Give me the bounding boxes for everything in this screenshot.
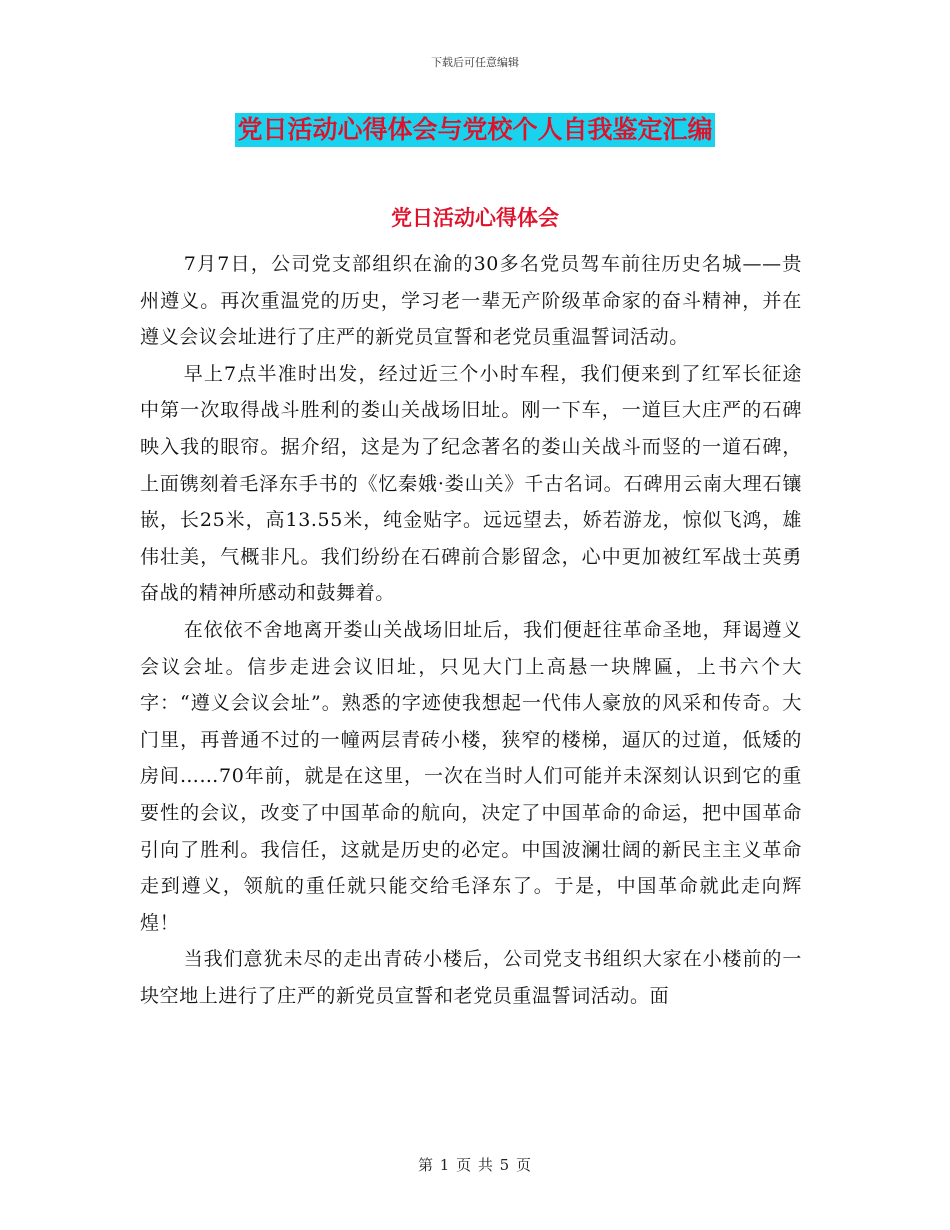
document-title-container	[0, 113, 950, 147]
page-header-note: 下载后可任意编辑	[431, 56, 519, 69]
paragraph-4: 当我们意犹未尽的走出青砖小楼后，公司党支书组织大家在小楼前的一块空地上进行了庄严的新党员宣誓和老党员重温誓词活动。面	[140, 948, 802, 1007]
document-body	[140, 246, 802, 1014]
paragraph-2: 早上7点半准时出发，经过近三个小时车程，我们便来到了红军长征途中第一次取得战斗胜利的娄山关战场旧址。刚一下车，一道巨大庄严的石碑映入我的眼帘。据介绍，这是为了纪念著名的娄山关战斗而竖的一道石碑，上面镌刻着毛泽东手书的《忆秦娥·娄山关》千古名词。石碑用云南大理石镶嵌，长25米，高13.55米，纯金贴字。远远望去，娇若游龙，惊似飞鸿，雄伟壮美，气概非凡。我们纷纷在石碑前合影留念，心中更加被红军战士英勇奋战的精神所感动和鼓舞着。	[140, 362, 802, 605]
page-footer: 第 1 页 共 5 页	[418, 1156, 532, 1174]
paragraph-3: 在依依不舍地离开娄山关战场旧址后，我们便赶往革命圣地，拜谒遵义会议会址。信步走进会议旧址，只见大门上高悬一块牌匾，上书六个大字：“遵义会议会址”。熟悉的字迹使我想起一代伟人豪放的风采和传奇。大门里，再普通不过的一幢两层青砖小楼，狭窄的楼梯，逼仄的过道，低矮的房间……70年前，就是在这里，一次在当时人们可能并未深刻认识到它的重要性的会议，改变了中国革命的航向，决定了中国革命的命运，把中国革命引向了胜利。我信任，这就是历史的必定。中国波澜壮阔的新民主主义革命走到遵义，领航的重任就只能交给毛泽东了。于是，中国革命就此走向辉煌！	[140, 618, 802, 934]
paragraph-1: 7月7日，公司党支部组织在渝的30多名党员驾车前往历史名城——贵州遵义。再次重温党的历史，学习老一辈无产阶级革命家的奋斗精神，并在遵义会议会址进行了庄严的新党员宣誓和老党员重温誓词活动。	[140, 253, 802, 349]
document-title: 党日活动心得体会与党校个人自我鉴定汇编	[235, 113, 714, 147]
section-title: 党日活动心得体会	[391, 206, 559, 230]
